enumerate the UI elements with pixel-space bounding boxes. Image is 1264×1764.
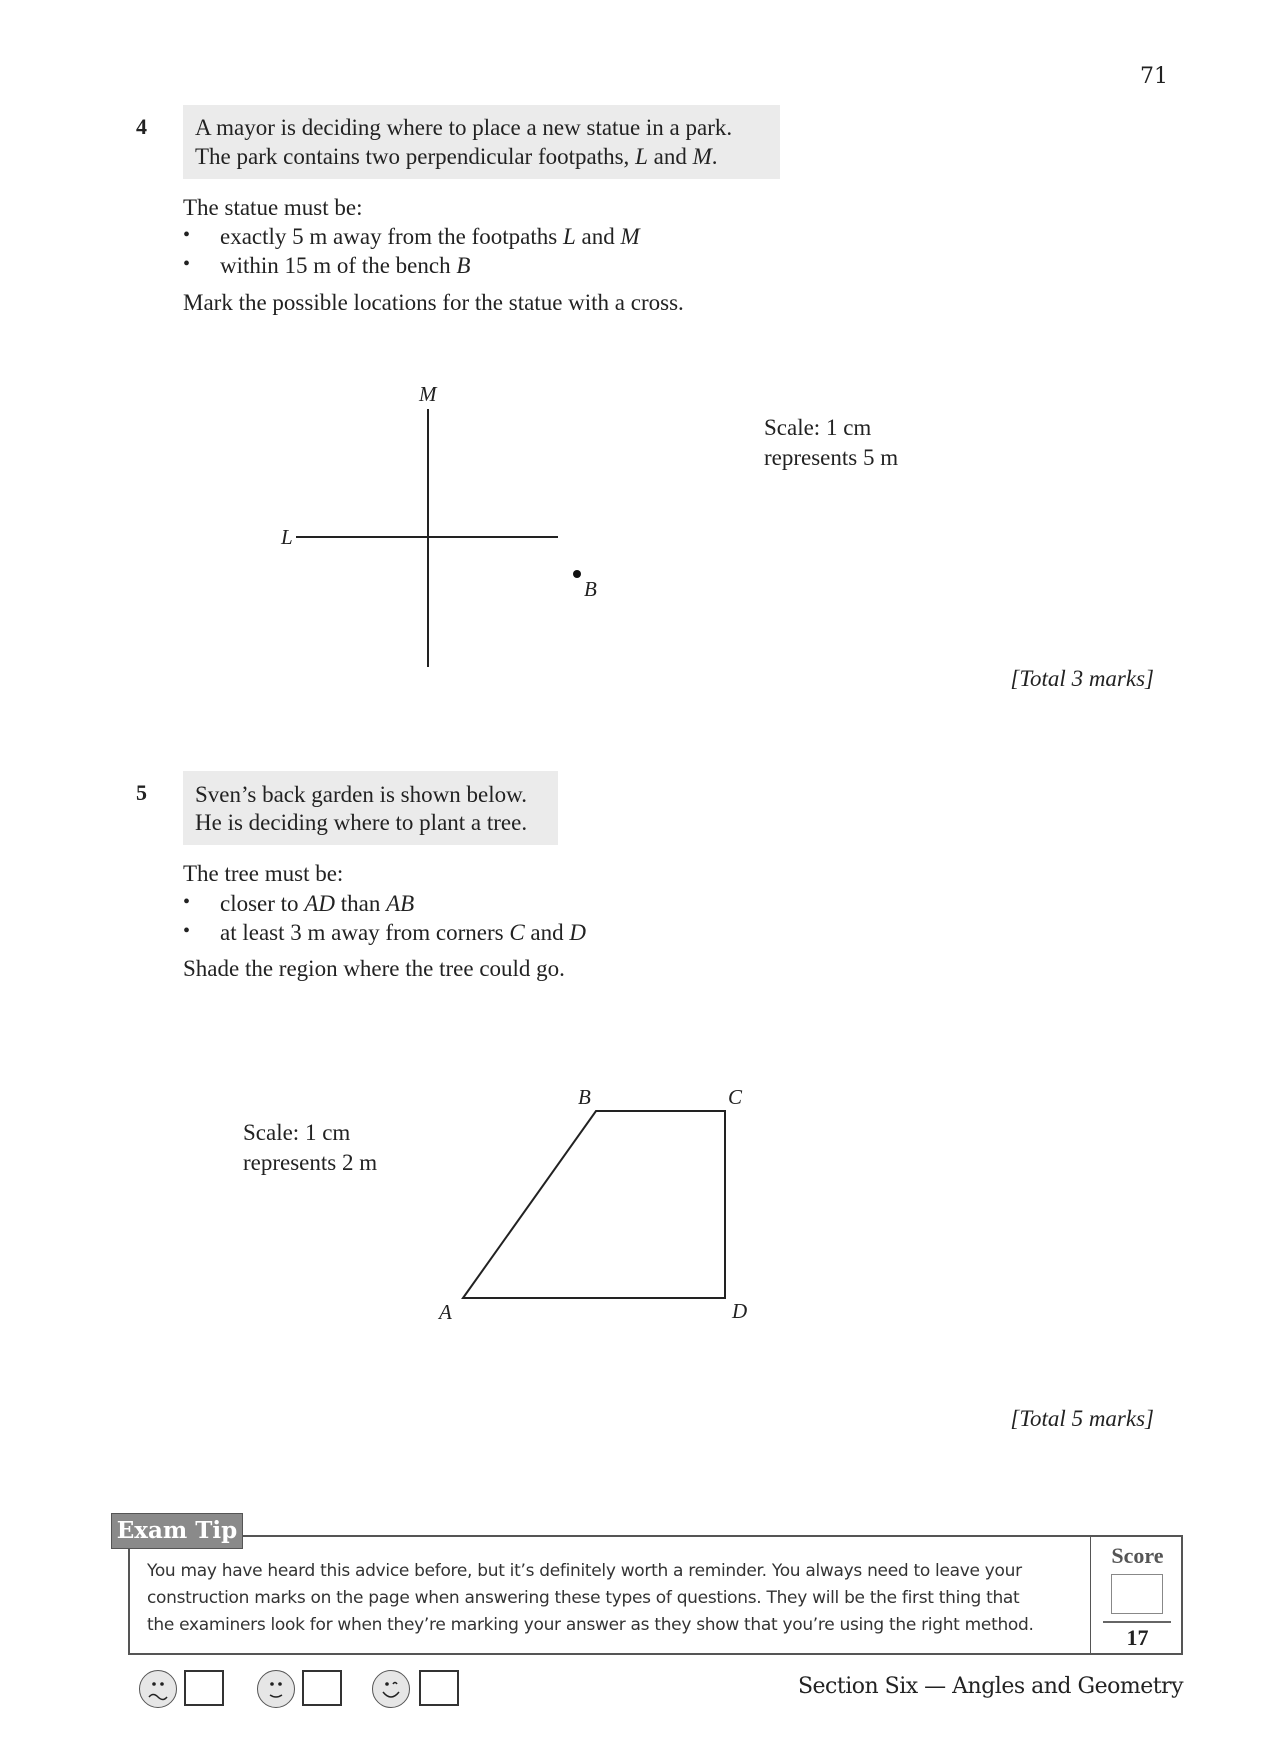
text: . bbox=[711, 144, 718, 169]
self-assess-box-mid[interactable] bbox=[302, 1670, 342, 1706]
text: closer to bbox=[220, 891, 305, 916]
text: within 15 m of the bench bbox=[220, 253, 457, 278]
bullet-icon: • bbox=[183, 891, 191, 913]
text: B bbox=[584, 577, 597, 601]
text: AD bbox=[304, 891, 335, 916]
section-footer: Section Six — Angles and Geometry bbox=[797, 1674, 1183, 1699]
exam-tip-text: You may have heard this advice before, but it’s definitely worth a reminder. You always need to leave your construction marks on the page when answering these types of questions. They will be the first thing that the examiners look for when they’re marking your answer as they show that you’re using the right method. bbox=[147, 1561, 1034, 1635]
text: A bbox=[439, 1300, 452, 1324]
self-assess-box-high[interactable] bbox=[419, 1670, 459, 1706]
text: M bbox=[419, 382, 437, 406]
label-l bbox=[281, 523, 293, 552]
bullet-icon: • bbox=[183, 253, 191, 275]
q5-instruction: Shade the region where the tree could go. bbox=[183, 956, 565, 981]
text: B bbox=[456, 253, 471, 278]
score-panel bbox=[1090, 1535, 1184, 1655]
q4-intro-line1: A mayor is deciding where to place a new statue in a park. bbox=[195, 115, 733, 140]
text: C bbox=[509, 920, 525, 945]
score-divider bbox=[1103, 1621, 1171, 1623]
bench-b-point bbox=[573, 570, 581, 578]
q4-scale-line2: represents 5 m bbox=[764, 445, 899, 470]
garden-abcd bbox=[463, 1111, 725, 1298]
text: M bbox=[692, 144, 712, 169]
q5-total-marks: [Total 5 marks] bbox=[1010, 1406, 1154, 1431]
q4-instruction: Mark the possible locations for the statue with a cross. bbox=[183, 290, 684, 315]
text: and bbox=[647, 144, 693, 169]
q5-intro-line1: Sven’s back garden is shown below. bbox=[195, 782, 527, 807]
q5-scale-line1: Scale: 1 cm bbox=[243, 1120, 351, 1145]
q4-total-marks: [Total 3 marks] bbox=[1010, 666, 1154, 691]
bullet-icon: • bbox=[183, 224, 191, 246]
text: D bbox=[732, 1299, 748, 1323]
page-number: 71 bbox=[1140, 64, 1168, 89]
q4-scale-line1: Scale: 1 cm bbox=[764, 415, 872, 440]
text: B bbox=[578, 1085, 591, 1109]
label-corner-a bbox=[439, 1298, 452, 1327]
q5-conditions-heading: The tree must be: bbox=[183, 861, 344, 886]
bullet-icon: • bbox=[183, 920, 191, 942]
text: L bbox=[281, 525, 293, 549]
exam-tip-title: Exam Tip bbox=[111, 1513, 243, 1549]
text: AB bbox=[386, 891, 415, 916]
q4-conditions-heading: The statue must be: bbox=[183, 195, 363, 220]
text: D bbox=[569, 920, 586, 945]
question-number-4: 4 bbox=[136, 114, 147, 139]
text: than bbox=[334, 891, 387, 916]
score-input-box[interactable] bbox=[1111, 1574, 1163, 1614]
q5-scale-line2: represents 2 m bbox=[243, 1150, 378, 1175]
score-label: Score bbox=[1111, 1543, 1164, 1568]
text: The park contains two perpendicular footpaths, bbox=[195, 144, 636, 169]
text: exactly 5 m away from the footpaths bbox=[220, 224, 563, 249]
label-corner-c bbox=[728, 1083, 742, 1112]
self-assess-box-low[interactable] bbox=[184, 1670, 224, 1706]
label-corner-b bbox=[578, 1083, 591, 1112]
score-total: 17 bbox=[1126, 1625, 1149, 1650]
neutral-face-icon bbox=[257, 1670, 295, 1708]
text: M bbox=[620, 224, 640, 249]
q5-bullet-1 bbox=[220, 889, 414, 918]
happy-face-icon bbox=[372, 1670, 410, 1708]
label-corner-d bbox=[732, 1297, 747, 1326]
label-m bbox=[419, 380, 437, 409]
q5-intro-line2: He is deciding where to plant a tree. bbox=[195, 810, 528, 835]
text: at least 3 m away from corners bbox=[220, 920, 510, 945]
sad-face-icon bbox=[139, 1670, 177, 1708]
text: C bbox=[728, 1085, 743, 1109]
text: L bbox=[635, 144, 648, 169]
text: and bbox=[524, 920, 570, 945]
question-number-5: 5 bbox=[136, 780, 147, 805]
q5-bullet-2 bbox=[220, 918, 586, 947]
text: and bbox=[575, 224, 621, 249]
text: L bbox=[562, 224, 576, 249]
label-b bbox=[584, 575, 597, 604]
